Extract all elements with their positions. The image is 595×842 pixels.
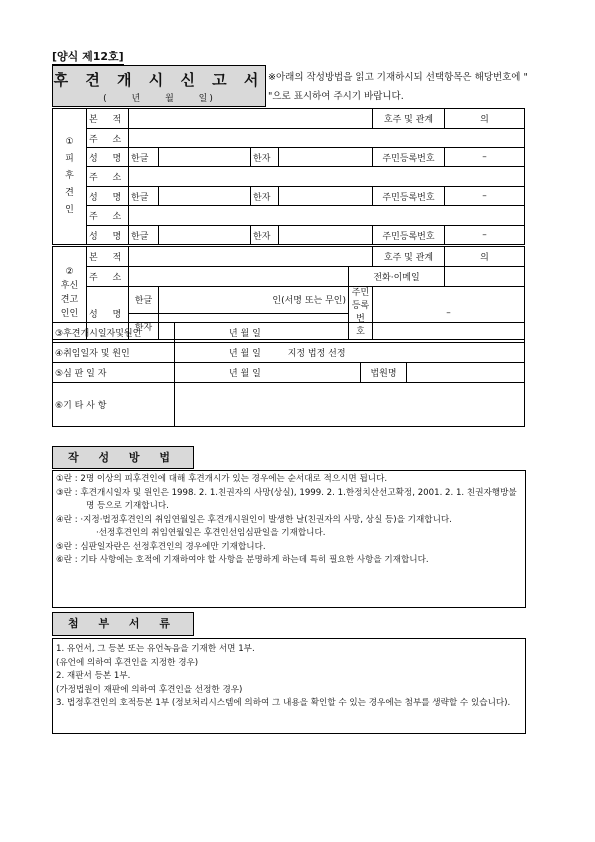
ward-rrn-field[interactable]: – xyxy=(445,148,525,167)
method-item: ⑤란 : 심판일자란은 선정후견인의 경우에만 기재합니다. xyxy=(56,541,266,552)
ward-hanja-field[interactable] xyxy=(279,226,373,245)
method-item: ·선정후견인의 취임연월일은 후견인선임심판일을 기재합니다. xyxy=(96,528,326,538)
ward-table xyxy=(52,108,525,245)
attach-item: (가정법원이 재판에 의하여 후견인을 선정한 경우) xyxy=(56,684,243,695)
guardian-address-field[interactable] xyxy=(129,267,349,287)
guardian-contact-label: 전화·이메일 xyxy=(349,267,445,287)
attach-box xyxy=(52,638,526,734)
ward-name-label: 성 명 xyxy=(87,148,129,167)
ward-rrn-field[interactable]: – xyxy=(445,187,525,206)
guardian-rrn-field[interactable]: – xyxy=(373,287,525,340)
guardian-honjeok-field[interactable] xyxy=(129,247,373,267)
ward-hanja-label: 한자 xyxy=(251,148,279,167)
row4-ymd: 년 월 일 xyxy=(229,349,261,359)
ward-hangul-label: 한글 xyxy=(129,187,159,206)
form-number: [양식 제12호] xyxy=(52,50,124,63)
dates-table xyxy=(52,322,525,427)
guardian-seal-field[interactable]: 인(서명 또는 무인) xyxy=(159,287,349,314)
ward-rrn-label: 주민등록번호 xyxy=(373,226,445,245)
ward-hangul-label: 한글 xyxy=(129,148,159,167)
court-field[interactable] xyxy=(407,363,525,383)
ward-rrn-label: 주민등록번호 xyxy=(373,148,445,167)
ward-address-field[interactable] xyxy=(129,206,525,226)
guardian-rrn-label: 주민등록 번 호 xyxy=(349,287,373,340)
method-item: ①란 : 2명 이상의 피후견인에 대해 후견개시가 있는 경우에는 순서대로 적으시면 됩니다. xyxy=(56,474,388,484)
ward-name-label: 성 명 xyxy=(87,187,129,206)
row5-date-field[interactable]: 년 월 일 xyxy=(175,363,361,383)
ward-hanja-label: 한자 xyxy=(251,226,279,245)
attach-item: 2. 재판서 등본 1부. xyxy=(56,671,131,681)
guardian-contact-field[interactable] xyxy=(445,267,525,287)
ward-address-label: 주 소 xyxy=(87,129,129,148)
title-box xyxy=(52,65,266,107)
ward-rrn-label: 주민등록번호 xyxy=(373,187,445,206)
ward-hangul-field[interactable] xyxy=(159,226,251,245)
guardian-honjeok-label: 본 적 xyxy=(87,247,129,267)
row5-label: ⑤심 판 일 자 xyxy=(53,363,175,383)
instruction-note: ※아래의 작성방법을 읽고 기재하시되 선택항목은 해당번호에 " "으로 표시하여 주시기 바랍니다. xyxy=(268,72,528,102)
row3-date-field[interactable]: 년 월 일 xyxy=(175,323,525,343)
filing-date-line[interactable]: ( 년 월 일) xyxy=(103,94,215,104)
court-label: 법원명 xyxy=(361,363,407,383)
method-heading: 작 성 방 법 xyxy=(52,446,194,469)
row4-label: ④취임일자 및 원인 xyxy=(53,343,175,363)
ward-honjeok-field[interactable] xyxy=(129,109,373,129)
attach-heading: 첨 부 서 류 xyxy=(52,612,194,636)
row6-label: ⑥기 타 사 항 xyxy=(53,383,175,427)
guardian-section-label: ② 후신 견고 인인 xyxy=(53,247,87,340)
guardian-relation-label: 호주 및 관계 xyxy=(373,247,445,267)
method-item: ⑥란 : 기타 사항에는 호적에 기재하여야 할 사항을 분명하게 하는데 특히 필요한 사항을 기재합니다. xyxy=(56,555,429,565)
ward-name-label: 성 명 xyxy=(87,226,129,245)
row3-label: ③후견개시일자및원인 xyxy=(53,323,175,343)
guardian-name-label: 성 명 xyxy=(87,287,129,340)
method-item: ④란 : ·지정·법정후견인의 취임연월일은 후견개시원인이 발생한 날(친권자의 사망, 상실 등)을 기재합니다. xyxy=(56,514,452,525)
row6-field[interactable] xyxy=(175,383,525,427)
ward-address-label: 주 소 xyxy=(87,206,129,226)
ward-address-field[interactable] xyxy=(129,129,525,148)
form-title: 후 견 개 시 신 고 서 xyxy=(53,71,265,89)
ward-hangul-field[interactable] xyxy=(159,187,251,206)
row4-type-options[interactable]: 지정 법정 선정 xyxy=(287,349,346,359)
ward-relation-field[interactable]: 의 xyxy=(445,109,525,129)
ward-hanja-label: 한자 xyxy=(251,187,279,206)
ward-hanja-field[interactable] xyxy=(279,148,373,167)
attach-item: (유언에 의하여 후견인을 지정한 경우) xyxy=(56,657,199,668)
guardian-hanja-label: 한자 xyxy=(129,313,159,340)
attach-item: 3. 법정후견인의 호적등본 1부 (정보처리시스템에 의하여 그 내용을 확인할 수 있는 경우에는 첨부를 생략할 수 있습니다). xyxy=(56,698,511,708)
ward-hanja-field[interactable] xyxy=(279,187,373,206)
ward-honjeok-label: 본 적 xyxy=(87,109,129,129)
ward-relation-label: 호주 및 관계 xyxy=(373,109,445,129)
attach-item: 1. 유언서, 그 등본 또는 유언녹음을 기재한 서면 1부. xyxy=(56,644,255,654)
ward-address-field[interactable] xyxy=(129,167,525,187)
guardian-relation-field[interactable]: 의 xyxy=(445,247,525,267)
method-item: ③란 : 후견개시일자 및 원인은 1998. 2. 1.친권자의 사망(상실), 1999. 2. 1.한정치산선고확정, 2001. 2. 1. 친권자행방불명 등으로 기재합니다. xyxy=(56,487,517,511)
row4-date-field[interactable] xyxy=(175,343,525,363)
guardian-hangul-label: 한글 xyxy=(129,287,159,314)
guardian-address-label: 주 소 xyxy=(87,267,129,287)
ward-section-label: ① 피 후 견 인 xyxy=(53,109,87,245)
ward-hangul-label: 한글 xyxy=(129,226,159,245)
ward-hangul-field[interactable] xyxy=(159,148,251,167)
method-box xyxy=(52,470,526,608)
ward-address-label: 주 소 xyxy=(87,167,129,187)
ward-rrn-field[interactable]: – xyxy=(445,226,525,245)
